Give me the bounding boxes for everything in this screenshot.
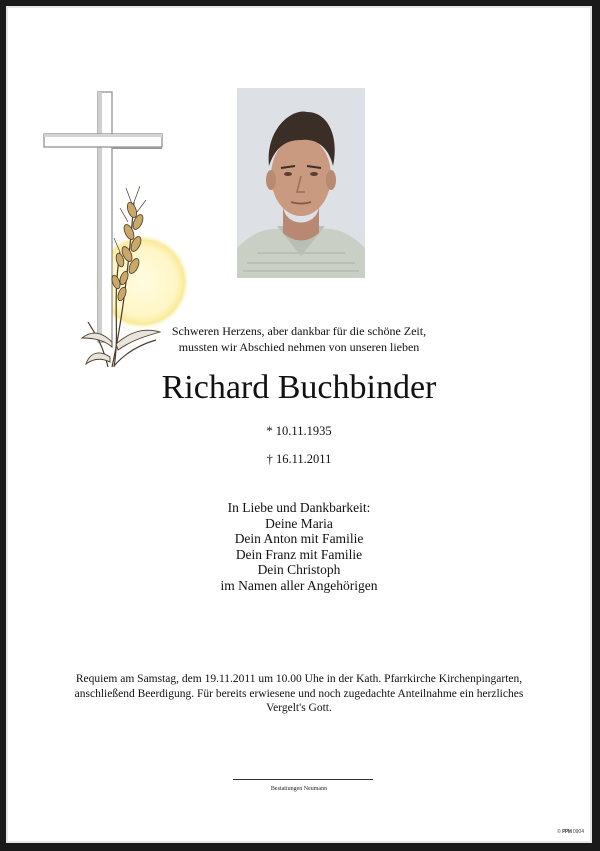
birth-date: * 10.11.1935	[266, 424, 332, 438]
copyright-symbol: ©	[557, 829, 561, 835]
copyright-note	[557, 829, 584, 835]
mourners-heading: In Liebe und Dankbarkeit:	[227, 500, 371, 515]
mourners-closing: im Namen aller Angehörigen	[220, 577, 378, 593]
publisher-mark: PPM	[562, 829, 572, 835]
death-date: † 16.11.2011	[266, 452, 332, 466]
deceased-name: Richard Buchbinder	[161, 369, 437, 406]
mourner-item: Dein Franz mit Familie	[235, 546, 363, 562]
intro-text	[6, 323, 592, 355]
requiem-line-1: Requiem am Samstag, dem 19.11.2011 um 10.00 Uhe in der Kath. Pfarrkirche Kirchenpingarten,	[75, 673, 523, 685]
mourner-item: Deine Maria	[265, 515, 333, 531]
undertaker-name: Bestattungen Neumann	[270, 786, 328, 792]
requiem-line-3: Vergelt's Gott.	[266, 702, 332, 714]
mourner-item: Dein Christoph	[257, 562, 341, 577]
portrait-illustration	[237, 88, 365, 278]
requiem-line-2: anschließend Beerdigung. Für bereits erwiesene und noch zugedachte Anteilnahme ein herzliches	[74, 687, 524, 700]
signature-divider	[233, 779, 373, 780]
mourners-list	[6, 500, 592, 593]
requiem-notice	[54, 672, 544, 716]
portrait-photo	[237, 88, 365, 278]
obituary-card	[6, 6, 592, 843]
copyright-code: 0904	[572, 829, 584, 835]
mourner-item: Dein Anton mit Familie	[234, 531, 364, 546]
intro-line-1: Schweren Herzens, aber dankbar für die schöne Zeit,	[171, 324, 427, 338]
intro-line-2: mussten wir Abschied nehmen von unseren lieben	[178, 340, 420, 354]
